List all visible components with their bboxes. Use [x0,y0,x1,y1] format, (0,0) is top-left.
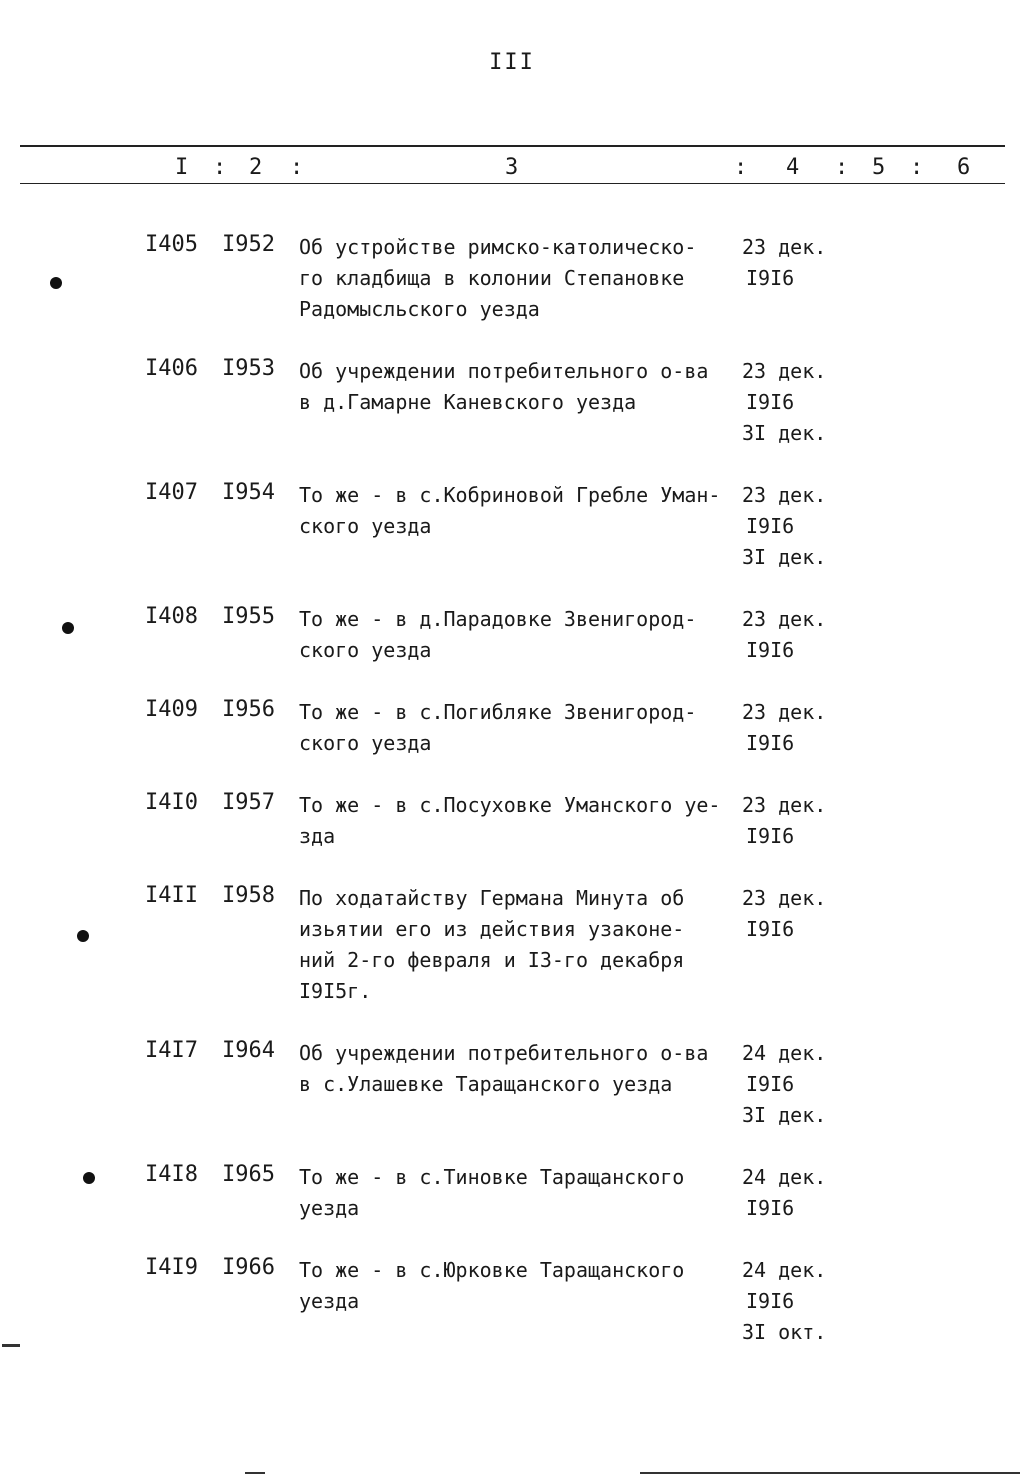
bottom-edge-mark [640,1472,1020,1474]
entry-number: I408 [145,604,198,629]
entry-title-line: Об учреждении потребительного о-ва [299,1041,709,1065]
entry-title-line: в д.Гамарне Каневского уезда [299,390,637,414]
entry-title [299,356,739,418]
entry-date-line: I9I6 [746,1289,795,1313]
entry-title-line: То же - в с.Посуховке Уманского уе- [299,793,721,817]
entry-title [299,232,739,325]
entry-title-line: Об учреждении потребительного о-ва [299,359,709,383]
entry-title [299,883,739,1007]
entry-number: I405 [145,232,198,257]
entry-dates [742,1038,852,1131]
entry-date-line: I9I6 [746,731,795,755]
entry-number: I406 [145,356,198,381]
entry-title-line: То же - в с.Юрковке Таращанского [299,1258,685,1282]
col-1-label: I [175,155,189,180]
entry-date-line: I9I6 [746,638,795,662]
entry-old-number: I966 [222,1255,275,1280]
column-numbers-header [0,155,1024,183]
inventory-entries [0,232,1024,1379]
entry-date-line: 3I дек. [742,421,827,445]
entry-dates [742,356,852,449]
list-item [0,1255,1024,1348]
entry-date-line: 23 дек. [742,359,827,383]
entry-date-line: I9I6 [746,1196,795,1220]
col-2-label: 2 [249,155,263,180]
col-sep: : [835,155,849,180]
list-item [0,1162,1024,1224]
entry-date-line: I9I6 [746,1072,795,1096]
entry-dates [742,697,852,759]
entry-old-number: I965 [222,1162,275,1187]
entry-number: I4I0 [145,790,198,815]
list-item [0,1038,1024,1131]
entry-dates [742,1162,852,1224]
entry-title [299,1255,739,1317]
entry-title-line: уезда [299,1289,360,1313]
entry-title-line: То же - в д.Парадовке Звенигород- [299,607,697,631]
list-item [0,697,1024,759]
entry-old-number: I964 [222,1038,275,1063]
col-sep: : [910,155,924,180]
entry-date-line: 23 дек. [742,607,827,631]
entry-title-line: ского уезда [299,638,432,662]
entry-title-line: Об устройстве римско-католическо- [299,235,697,259]
list-item [0,232,1024,325]
entry-title [299,790,739,852]
punch-hole [77,930,89,942]
entry-date-line: I9I6 [746,917,795,941]
entry-date-line: 24 дек. [742,1165,827,1189]
entry-date-line: I9I6 [746,266,795,290]
entry-title-line: I9I5г. [299,979,372,1003]
col-sep: : [734,155,748,180]
entry-number: I4I8 [145,1162,198,1187]
entry-title [299,697,739,759]
entry-date-line: 23 дек. [742,235,827,259]
punch-hole [62,622,74,634]
entry-title-line: Радомысльского уезда [299,297,540,321]
entry-date-line: 3I окт. [742,1320,827,1344]
col-sep: : [290,155,304,180]
entry-old-number: I954 [222,480,275,505]
list-item [0,790,1024,852]
entry-title-line: То же - в с.Погибляке Звенигород- [299,700,697,724]
entry-number: I407 [145,480,198,505]
entry-date-line: 24 дек. [742,1041,827,1065]
entry-old-number: I957 [222,790,275,815]
col-5-label: 5 [872,155,886,180]
list-item [0,356,1024,449]
entry-title-line: изьятии его из действия узаконе- [299,917,685,941]
entry-date-line: I9I6 [746,514,795,538]
entry-dates [742,883,852,945]
col-4-label: 4 [786,155,800,180]
entry-old-number: I955 [222,604,275,629]
entry-dates [742,790,852,852]
margin-mark [2,1344,20,1347]
entry-date-line: 24 дек. [742,1258,827,1282]
entry-date-line: 23 дек. [742,483,827,507]
entry-title-line: в с.Улашевке Таращанского уезда [299,1072,673,1096]
entry-dates [742,1255,852,1348]
entry-date-line: 3I дек. [742,1103,827,1127]
entry-number: I4II [145,883,198,908]
entry-date-line: 23 дек. [742,886,827,910]
entry-title-line: ского уезда [299,731,432,755]
col-6-label: 6 [957,155,971,180]
entry-number: I4I9 [145,1255,198,1280]
entry-title-line: го кладбища в колонии Степановке [299,266,685,290]
entry-title [299,480,739,542]
punch-hole [50,277,62,289]
page-number: III [489,50,535,75]
entry-title-line: уезда [299,1196,360,1220]
entry-title-line: ского уезда [299,514,432,538]
entry-title-line: То же - в с.Кобриновой Гребле Уман- [299,483,721,507]
entry-dates [742,480,852,573]
list-item [0,604,1024,666]
header-rule-bottom [20,183,1005,184]
entry-dates [742,604,852,666]
entry-number: I409 [145,697,198,722]
list-item [0,883,1024,1007]
entry-old-number: I952 [222,232,275,257]
entry-old-number: I958 [222,883,275,908]
bottom-edge-mark [245,1472,265,1474]
entry-title [299,1038,739,1100]
entry-title-line: зда [299,824,336,848]
entry-title-line: То же - в с.Тиновке Таращанского [299,1165,685,1189]
entry-number: I4I7 [145,1038,198,1063]
punch-hole [83,1172,95,1184]
entry-title-line: По ходатайству Германа Минута об [299,886,685,910]
col-3-label: 3 [505,155,519,180]
entry-old-number: I956 [222,697,275,722]
list-item [0,480,1024,573]
header-rule-top [20,145,1005,147]
entry-date-line: I9I6 [746,390,795,414]
entry-date-line: I9I6 [746,824,795,848]
entry-title [299,604,739,666]
entry-title-line: ний 2-го февраля и I3-го декабря [299,948,685,972]
entry-title [299,1162,739,1224]
col-sep: : [213,155,227,180]
entry-date-line: 3I дек. [742,545,827,569]
entry-dates [742,232,852,294]
entry-date-line: 23 дек. [742,700,827,724]
entry-date-line: 23 дек. [742,793,827,817]
entry-old-number: I953 [222,356,275,381]
